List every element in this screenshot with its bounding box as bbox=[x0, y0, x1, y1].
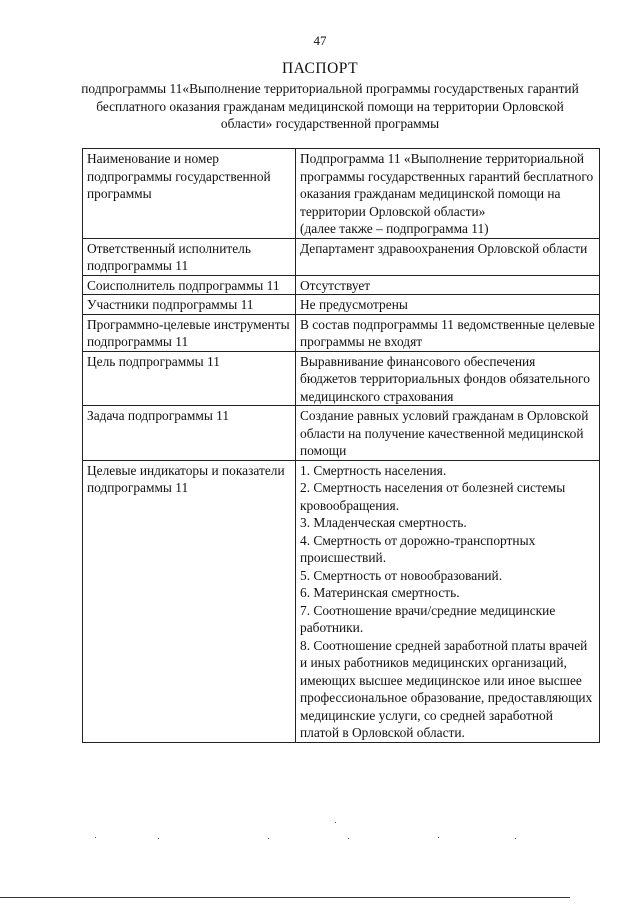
scan-speck bbox=[158, 838, 159, 839]
table-row bbox=[83, 460, 600, 742]
row-label: Соисполнитель подпрограммы 11 bbox=[83, 275, 296, 295]
table-row bbox=[83, 295, 600, 315]
table-row bbox=[83, 406, 600, 461]
page-bottom-rule bbox=[0, 897, 570, 898]
row-value-note: (далее также – подпрограмма 11) bbox=[300, 221, 489, 236]
row-value: Не предусмотрены bbox=[296, 295, 600, 315]
table-row bbox=[83, 275, 600, 295]
row-label: Задача подпрограммы 11 bbox=[83, 406, 296, 461]
table-row bbox=[83, 314, 600, 351]
scan-speck bbox=[438, 837, 439, 838]
document-subtitle: подпрограммы 11«Выполнение территориальной программы государственых гарантий бесплатного оказания гражданам медицинской помощи на территории Орловской области» государственной программы bbox=[81, 81, 579, 131]
row-label: Цель подпрограммы 11 bbox=[83, 351, 296, 406]
document-title: ПАСПОРТ bbox=[281, 60, 359, 77]
scan-speck bbox=[348, 838, 349, 839]
table-row bbox=[83, 351, 600, 406]
row-label: Ответственный исполнитель подпрограммы 11 bbox=[83, 238, 296, 275]
row-value: Департамент здравоохранения Орловской области bbox=[296, 238, 600, 275]
table-row bbox=[83, 149, 600, 239]
scan-speck bbox=[515, 838, 516, 839]
row-label: Целевые индикаторы и показатели подпрограммы 11 bbox=[83, 460, 296, 742]
row-label: Наименование и номер подпрограммы государственной программы bbox=[83, 149, 296, 239]
indicator-item: 2. Смертность населения от болезней системы кровообращения. bbox=[300, 480, 566, 513]
row-value bbox=[296, 149, 600, 239]
page-number: 47 bbox=[313, 33, 327, 48]
scan-speck bbox=[95, 837, 96, 838]
row-value-text: Подпрограмма 11 «Выполнение территориальной программы государственных гарантий бесплатного оказания гражданам медицинской помощи на территории Орловской области» bbox=[300, 151, 594, 219]
row-label: Программно-целевые инструменты подпрограммы 11 bbox=[83, 314, 296, 351]
row-value: Отсутствует bbox=[296, 275, 600, 295]
scan-speck bbox=[268, 838, 269, 839]
indicator-item: 5. Смертность от новообразований. bbox=[300, 567, 503, 583]
indicator-item: 7. Соотношение врачи/средние медицинские работники. bbox=[300, 602, 556, 635]
indicator-item: 1. Смертность населения. bbox=[300, 462, 447, 478]
row-value: В состав подпрограммы 11 ведомственные целевые программы не входят bbox=[296, 314, 600, 351]
indicator-item: 6. Материнская смертность. bbox=[300, 585, 460, 600]
scan-speck bbox=[335, 822, 336, 823]
indicator-item: 3. Младенческая смертность. bbox=[300, 515, 467, 530]
indicator-item: 4. Смертность от дорожно-транспортных происшествий. bbox=[300, 532, 536, 565]
row-value: Создание равных условий гражданам в Орловской области на получение качественной медицинской помощи bbox=[296, 406, 600, 461]
passport-table bbox=[82, 148, 600, 743]
row-value: Выравнивание финансового обеспечения бюджетов территориальных фондов обязательного медицинского страхования bbox=[296, 351, 600, 406]
row-label: Участники подпрограммы 11 bbox=[83, 295, 296, 315]
indicator-item: 8. Соотношение средней заработной платы врачей и иных работников медицинских организаций, имеющих высшее медицинское или иное высшее профессиональное образование, предоставляющих медицинские услуги, со средней заработной платой в Орловской области. bbox=[300, 637, 593, 740]
indicator-list bbox=[296, 460, 600, 742]
table-row bbox=[83, 238, 600, 275]
